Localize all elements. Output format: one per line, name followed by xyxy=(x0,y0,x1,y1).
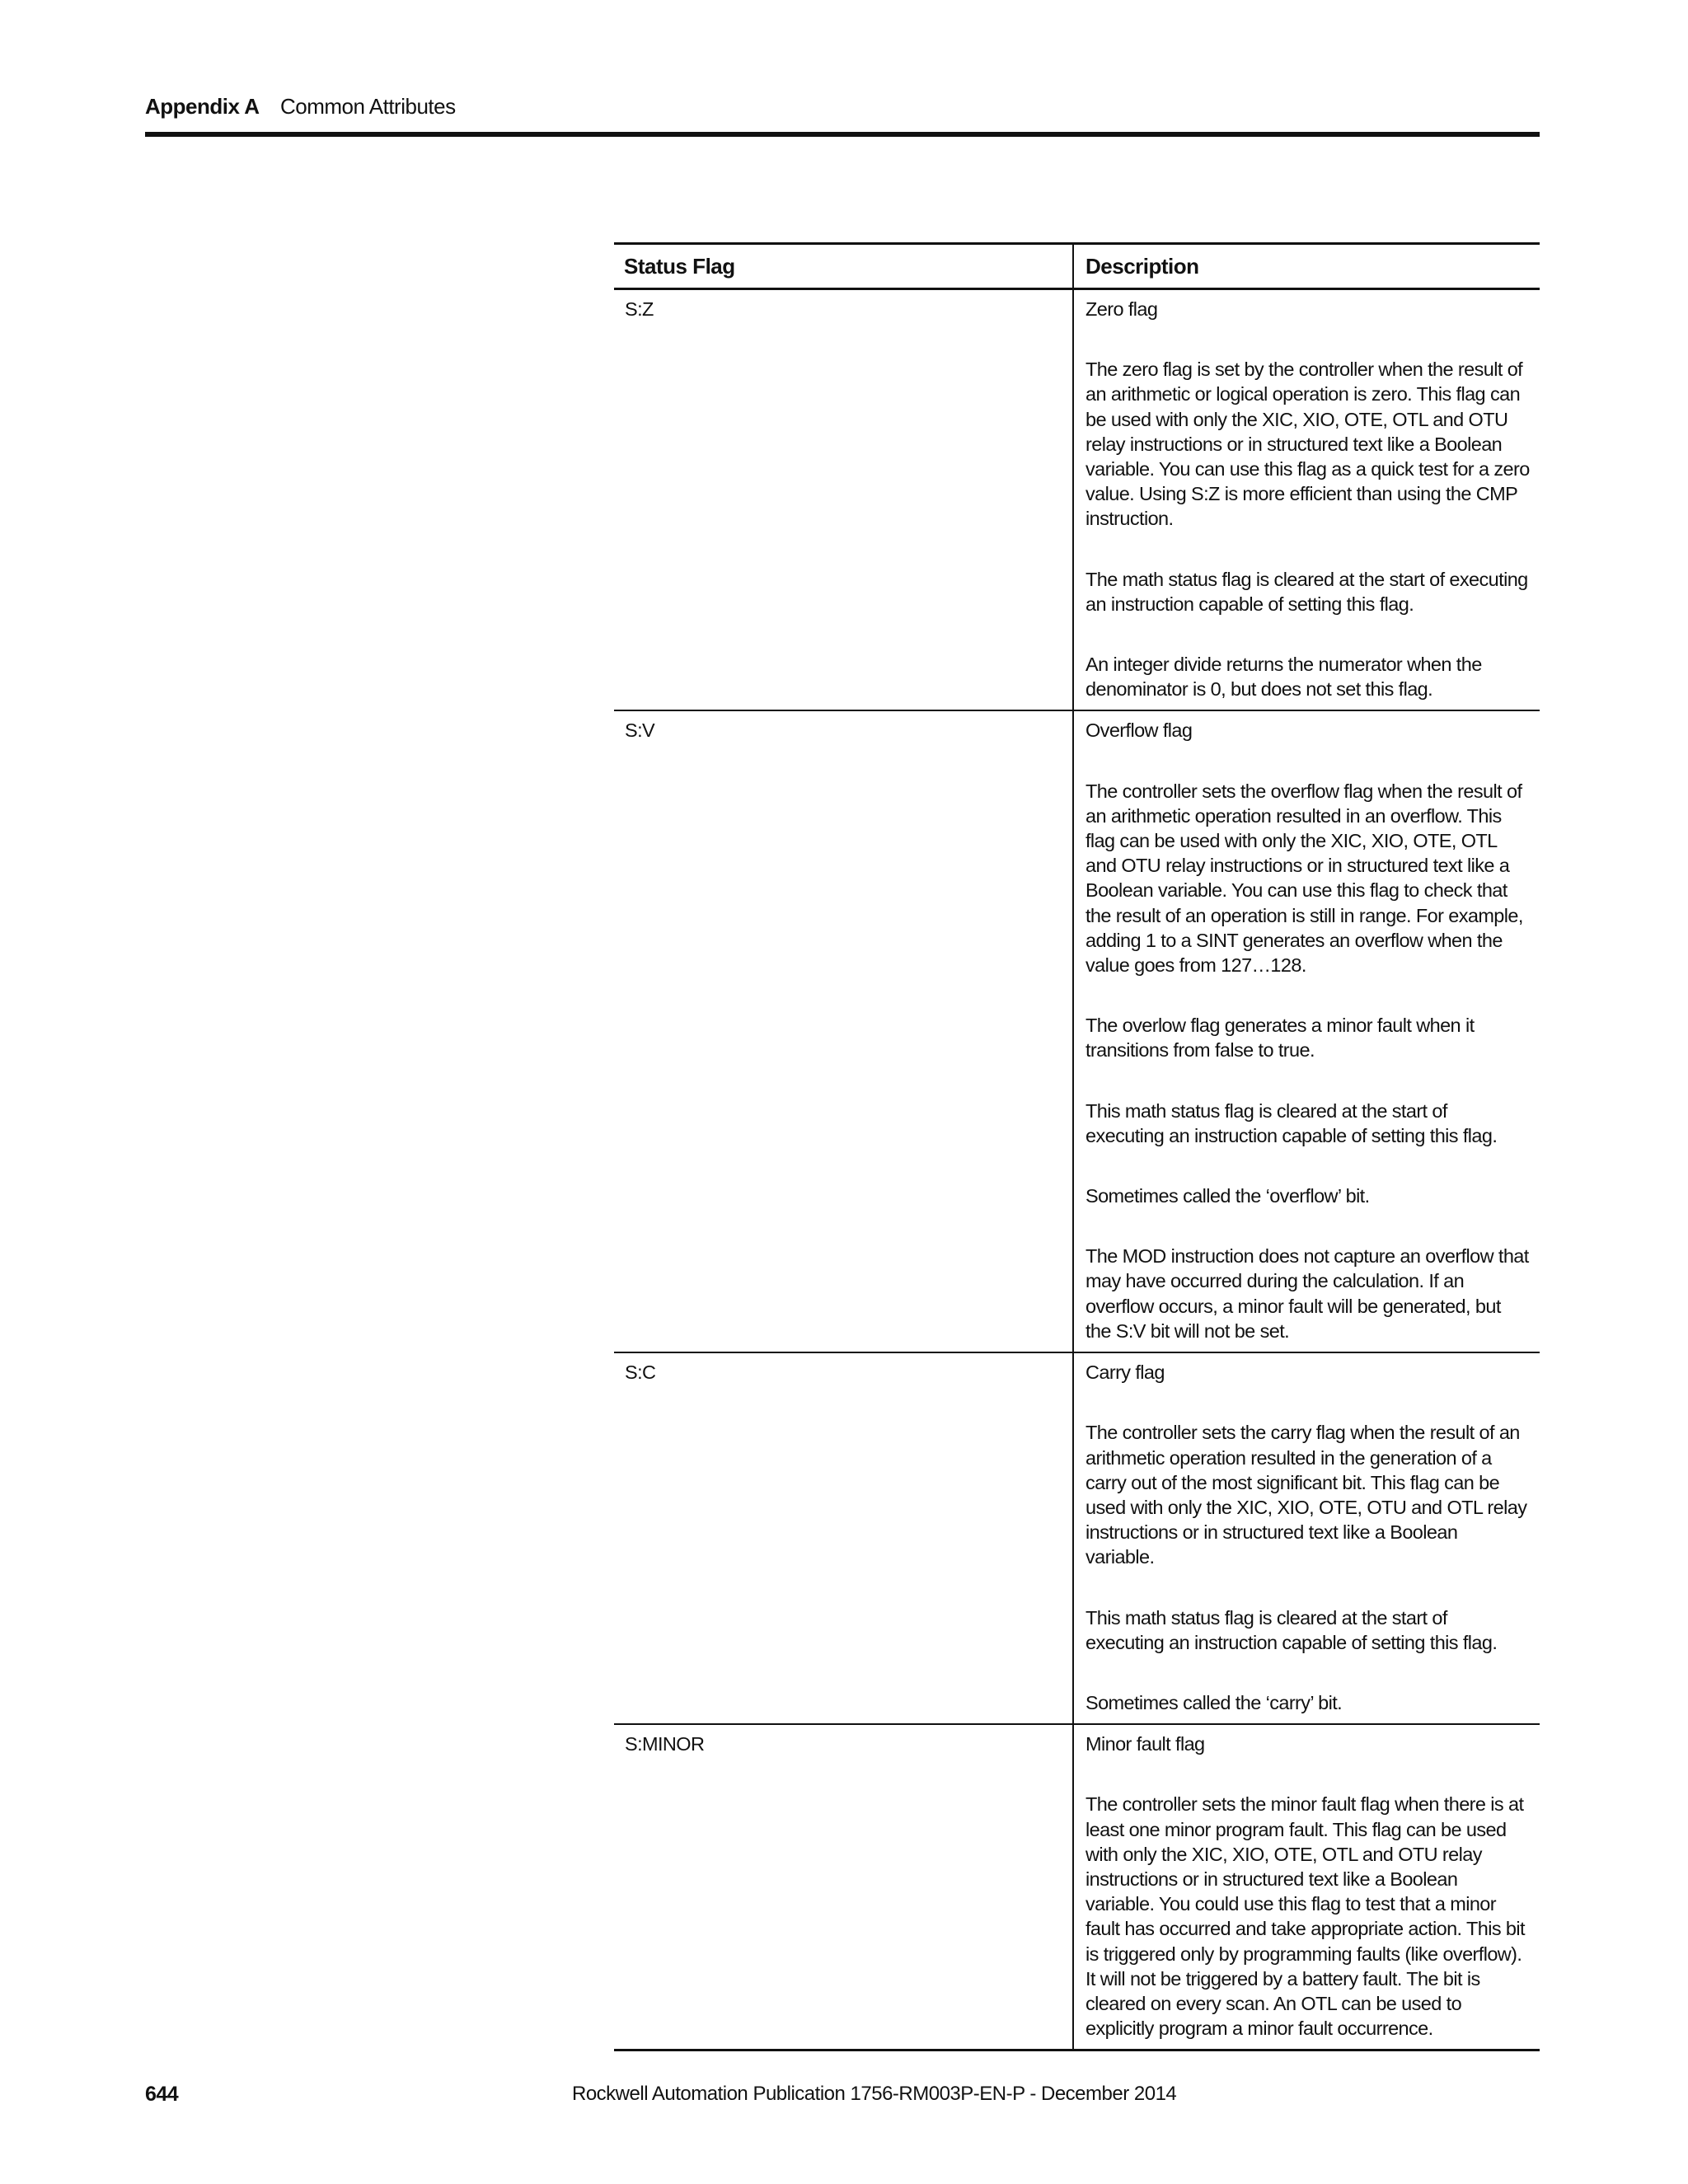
table-row xyxy=(614,1724,1540,2050)
status-flag-cell: S:MINOR xyxy=(614,1724,1073,2050)
description-paragraph: Sometimes called the ‘overflow’ bit. xyxy=(1085,1185,1370,1207)
description-title: Minor fault flag xyxy=(1085,1733,1205,1755)
status-flag-table xyxy=(614,242,1540,2051)
description-title: Zero flag xyxy=(1085,298,1158,320)
page-header xyxy=(145,91,1540,137)
status-flag-cell: S:C xyxy=(614,1352,1073,1724)
description-paragraph: The controller sets the carry flag when the result of an arithmetic operation resulted in the generation of a carry out of the most significant bit. This flag can be used with only the XIC, XIO, OTE, OTU and OTL relay instructions or in structured text like a Boolean variable. xyxy=(1085,1422,1527,1568)
description-paragraph: Sometimes called the ‘carry’ bit. xyxy=(1085,1691,1343,1713)
column-header-description: Description xyxy=(1073,244,1540,289)
description-cell xyxy=(1073,710,1540,1352)
page-number: 644 xyxy=(145,2083,179,2106)
status-flag-cell: S:V xyxy=(614,710,1073,1352)
description-paragraph: The zero flag is set by the controller when the result of an arithmetic or logical operation is zero. This flag can be used with only the XIC, XIO, OTE, OTL and OTU relay instructions or in structured text like a Boolean variable. You can use this flag as a quick test for a zero value. Using S:Z is more efficient than using the CMP instruction. xyxy=(1085,359,1530,530)
section-title: Common Attributes xyxy=(280,94,456,119)
description-paragraph: The MOD instruction does not capture an overflow that may have occurred during the calculation. If an overflow occurs, a minor fault will be generated, but the S:V bit will not be set. xyxy=(1085,1245,1529,1342)
appendix-label: Appendix A xyxy=(145,94,260,119)
column-header-status-flag: Status Flag xyxy=(614,244,1073,289)
description-paragraph: This math status flag is cleared at the start of executing an instruction capable of setting this flag. xyxy=(1085,1606,1498,1653)
publication-info: Rockwell Automation Publication 1756-RM003P-EN-P - December 2014 xyxy=(572,2083,1177,2105)
description-paragraph: An integer divide returns the numerator when the denominator is 0, but does not set this flag. xyxy=(1085,654,1482,701)
description-title: Carry flag xyxy=(1085,1361,1165,1384)
description-title: Overflow flag xyxy=(1085,719,1193,742)
description-paragraph: This math status flag is cleared at the start of executing an instruction capable of setting this flag. xyxy=(1085,1099,1498,1146)
table-row xyxy=(614,289,1540,711)
description-paragraph: The math status flag is cleared at the start of executing an instruction capable of setting this flag. xyxy=(1085,568,1528,615)
table-header-row xyxy=(614,244,1540,289)
table-row xyxy=(614,1352,1540,1724)
description-cell xyxy=(1073,1352,1540,1724)
status-flag-cell: S:Z xyxy=(625,298,654,320)
description-paragraph: The controller sets the overflow flag when the result of an arithmetic operation resulted in an overflow. This flag can be used with only the XIC, XIO, OTE, OTL and OTU relay instructions or in structured text like a Boolean variable. You can use this flag to check that the result of an operation is still in range. For example, adding 1 to a SINT generates an overflow when the value goes from 127…128. xyxy=(1085,780,1523,977)
description-paragraph: The overlow flag generates a minor fault when it transitions from false to true. xyxy=(1085,1015,1475,1062)
description-cell xyxy=(1073,1724,1540,2050)
table-row xyxy=(614,710,1540,1352)
description-cell xyxy=(1073,289,1540,711)
description-paragraph: The controller sets the minor fault flag when there is at least one minor program fault. This flag can be used with only the XIC, XIO, OTE, OTL and OTU relay instructions or in structured text like a Boolean variable. You could use this flag to test that a minor fault has occurred and take appropriate action. This bit is triggered only by programming faults (like overflow). It will not be triggered by a battery fault. The bit is cleared on every scan. An OTL can be used to explicitly program a minor fault occurrence. xyxy=(1085,1793,1525,2040)
